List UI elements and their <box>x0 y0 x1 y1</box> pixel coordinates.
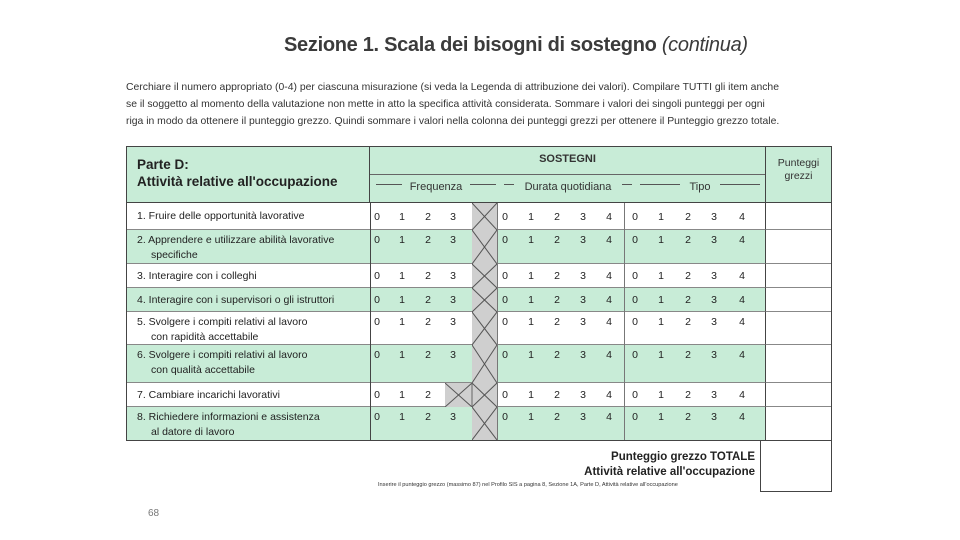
part-title <box>137 156 338 190</box>
tipo-option[interactable]: 3 <box>711 211 717 223</box>
total-label-line2: Attività relative all'occupazione <box>584 466 755 478</box>
durata-option[interactable]: 3 <box>580 349 586 361</box>
na-cross-icon <box>472 312 497 345</box>
raw-score-cell[interactable] <box>765 203 831 230</box>
tipo-option[interactable]: 4 <box>739 316 745 328</box>
na-crossed-box <box>472 230 497 264</box>
durata-option[interactable]: 1 <box>528 211 534 223</box>
tipo-option[interactable]: 4 <box>739 211 745 223</box>
tipo-option[interactable]: 3 <box>711 234 717 246</box>
column-separator <box>624 345 625 383</box>
durata-option[interactable]: 3 <box>580 270 586 282</box>
tipo-option[interactable]: 2 <box>685 389 691 401</box>
tipo-option[interactable]: 1 <box>658 234 664 246</box>
item-label-line: 4. Interagire con i supervisori o gli istruttori <box>137 294 335 306</box>
tipo-option[interactable]: 2 <box>685 211 691 223</box>
tipo-label: Tipo <box>689 181 711 193</box>
tipo-option[interactable]: 4 <box>739 389 745 401</box>
durata-option[interactable]: 1 <box>528 316 534 328</box>
item-label <box>137 348 307 378</box>
tipo-option[interactable]: 0 <box>632 411 638 423</box>
durata-option[interactable]: 1 <box>528 234 534 246</box>
subheader-rule <box>622 184 632 185</box>
column-separator <box>370 288 371 312</box>
column-separator <box>624 203 625 230</box>
column-separator <box>497 312 498 345</box>
column-separator <box>497 383 498 407</box>
durata-option[interactable]: 3 <box>580 411 586 423</box>
durata-option[interactable]: 2 <box>554 316 560 328</box>
table-row <box>127 264 765 288</box>
tipo-option[interactable]: 4 <box>739 294 745 306</box>
durata-option[interactable]: 2 <box>554 389 560 401</box>
part-title-line1: Parte D: <box>137 157 189 172</box>
tipo-option[interactable]: 0 <box>632 211 638 223</box>
tipo-option[interactable]: 0 <box>632 349 638 361</box>
sostegni-header <box>370 147 765 175</box>
column-separator <box>624 230 625 264</box>
item-label-line: 1. Fruire delle opportunità lavorative <box>137 210 305 222</box>
tipo-option[interactable]: 1 <box>658 270 664 282</box>
frequenza-option[interactable]: 1 <box>399 294 405 306</box>
raw-score-cell[interactable] <box>765 264 831 288</box>
frequenza-option[interactable]: 3 <box>450 211 456 223</box>
durata-option[interactable]: 2 <box>554 211 560 223</box>
instructions <box>126 79 838 130</box>
durata-label: Durata quotidiana <box>524 181 612 193</box>
frequenza-option[interactable]: 0 <box>374 411 380 423</box>
durata-option[interactable]: 3 <box>580 316 586 328</box>
tipo-option[interactable]: 2 <box>685 270 691 282</box>
tipo-option[interactable]: 0 <box>632 389 638 401</box>
durata-option[interactable]: 1 <box>528 389 534 401</box>
na-crossed-box <box>472 312 497 345</box>
na-crossed-box <box>445 383 497 407</box>
item-label-line: 7. Cambiare incarichi lavorativi <box>137 389 280 401</box>
durata-option[interactable]: 4 <box>606 316 612 328</box>
raw-score-cell[interactable] <box>765 345 831 383</box>
durata-option[interactable]: 1 <box>528 294 534 306</box>
tipo-option[interactable]: 1 <box>658 389 664 401</box>
total-label <box>560 450 755 480</box>
column-separator <box>624 407 625 440</box>
subheader-rule <box>720 184 760 185</box>
column-separator <box>497 203 498 230</box>
instructions-line: riga in modo da ottenere il punteggio grezzo. Quindi sommare i valori nella colonna dei punteggi grezzi per ottenere il Punteggio grezzo totale. <box>126 116 780 127</box>
frequenza-option[interactable]: 2 <box>425 389 431 401</box>
durata-option[interactable]: 2 <box>554 349 560 361</box>
item-label <box>137 233 334 263</box>
na-crossed-box <box>472 264 497 288</box>
durata-option[interactable]: 0 <box>502 389 508 401</box>
na-cross-icon <box>472 203 497 230</box>
na-crossed-box <box>472 203 497 230</box>
tipo-option[interactable]: 3 <box>711 294 717 306</box>
item-label-line: con qualità accettabile <box>151 364 255 376</box>
footnote: Inserire il punteggio grezzo (massimo 87) nel Profilo SIS a pagina 8, Sezione 1A, Parte D, Attività relative all'occupazione <box>378 482 678 488</box>
durata-option[interactable]: 0 <box>502 234 508 246</box>
column-separator <box>497 407 498 440</box>
table-row <box>127 230 765 264</box>
table-row <box>127 407 765 440</box>
column-separator <box>497 264 498 288</box>
frequenza-option[interactable]: 0 <box>374 316 380 328</box>
subheader-rule <box>470 184 496 185</box>
punteggi-label: Punteggi grezzi <box>777 157 820 182</box>
frequenza-option[interactable]: 3 <box>450 270 456 282</box>
column-separator <box>370 312 371 345</box>
table-row <box>127 288 765 312</box>
durata-option[interactable]: 3 <box>580 211 586 223</box>
item-label <box>137 388 280 403</box>
column-separator <box>624 288 625 312</box>
durata-option[interactable]: 4 <box>606 389 612 401</box>
total-label-line1: Punteggio grezzo TOTALE <box>611 451 755 463</box>
frequenza-option[interactable]: 0 <box>374 211 380 223</box>
tipo-option[interactable]: 0 <box>632 270 638 282</box>
tipo-option[interactable]: 0 <box>632 234 638 246</box>
frequenza-option[interactable]: 3 <box>450 316 456 328</box>
frequenza-option[interactable]: 2 <box>425 411 431 423</box>
subheader-band <box>370 175 765 203</box>
na-cross-icon <box>472 230 497 264</box>
tipo-option[interactable]: 2 <box>685 316 691 328</box>
column-separator <box>497 288 498 312</box>
section-title <box>284 34 748 57</box>
frequenza-option[interactable]: 2 <box>425 349 431 361</box>
frequenza-option[interactable]: 2 <box>425 270 431 282</box>
frequenza-option[interactable]: 2 <box>425 211 431 223</box>
item-label <box>137 209 305 224</box>
durata-option[interactable]: 0 <box>502 349 508 361</box>
column-separator <box>370 264 371 288</box>
frequenza-option[interactable]: 1 <box>399 389 405 401</box>
section-title-text: Sezione 1. Scala dei bisogni di sostegno <box>284 34 657 56</box>
tipo-option[interactable]: 1 <box>658 411 664 423</box>
tipo-option[interactable]: 1 <box>658 316 664 328</box>
na-crossed-box <box>472 407 497 440</box>
item-label-line: 2. Apprendere e utilizzare abilità lavorative <box>137 234 335 246</box>
instructions-line: Cerchiare il numero appropriato (0-4) per ciascuna misurazione (si veda la Legenda di attribuzione dei valori). Compilare TUTTI gli item anche <box>126 82 779 93</box>
na-crossed-box <box>472 288 497 312</box>
column-separator <box>624 264 625 288</box>
tipo-option[interactable]: 4 <box>739 270 745 282</box>
frequenza-option[interactable]: 1 <box>399 234 405 246</box>
frequenza-option[interactable]: 0 <box>374 270 380 282</box>
tipo-option[interactable]: 1 <box>658 211 664 223</box>
tipo-option[interactable]: 3 <box>711 270 717 282</box>
item-label <box>137 410 320 440</box>
tipo-option[interactable]: 4 <box>739 411 745 423</box>
frequenza-option[interactable]: 3 <box>450 234 456 246</box>
durata-option[interactable]: 2 <box>554 294 560 306</box>
item-label-line: specifiche <box>151 249 198 261</box>
column-separator <box>497 345 498 383</box>
durata-option[interactable]: 2 <box>554 411 560 423</box>
frequenza-option[interactable]: 0 <box>374 389 380 401</box>
durata-option[interactable]: 2 <box>554 270 560 282</box>
na-cross-icon <box>445 383 497 407</box>
frequenza-option[interactable]: 1 <box>399 349 405 361</box>
tipo-option[interactable]: 2 <box>685 234 691 246</box>
total-score-box[interactable] <box>760 441 832 492</box>
frequenza-option[interactable]: 1 <box>399 211 405 223</box>
table-row <box>127 203 765 230</box>
durata-option[interactable]: 0 <box>502 294 508 306</box>
frequenza-option[interactable]: 3 <box>450 349 456 361</box>
part-header <box>127 147 370 203</box>
frequenza-option[interactable]: 2 <box>425 294 431 306</box>
frequenza-option[interactable]: 3 <box>450 411 456 423</box>
item-label-line: al datore di lavoro <box>151 426 235 438</box>
item-label <box>137 269 257 284</box>
frequenza-option[interactable]: 0 <box>374 349 380 361</box>
tipo-option[interactable]: 2 <box>685 294 691 306</box>
durata-option[interactable]: 0 <box>502 316 508 328</box>
frequenza-option[interactable]: 1 <box>399 411 405 423</box>
durata-option[interactable]: 4 <box>606 349 612 361</box>
durata-option[interactable]: 4 <box>606 294 612 306</box>
frequenza-option[interactable]: 0 <box>374 234 380 246</box>
tipo-option[interactable]: 0 <box>632 316 638 328</box>
punteggi-header <box>765 147 831 203</box>
frequenza-option[interactable]: 0 <box>374 294 380 306</box>
frequenza-option[interactable]: 1 <box>399 316 405 328</box>
frequenza-option[interactable]: 3 <box>450 294 456 306</box>
durata-option[interactable]: 1 <box>528 411 534 423</box>
durata-option[interactable]: 1 <box>528 270 534 282</box>
sostegni-label: SOSTEGNI <box>539 153 596 165</box>
na-cross-icon <box>472 345 497 383</box>
table-row <box>127 383 765 407</box>
na-crossed-box <box>472 345 497 383</box>
tipo-option[interactable]: 3 <box>711 411 717 423</box>
tipo-option[interactable]: 0 <box>632 294 638 306</box>
durata-option[interactable]: 4 <box>606 411 612 423</box>
subheader-rule <box>504 184 514 185</box>
durata-option[interactable]: 3 <box>580 389 586 401</box>
frequenza-option[interactable]: 1 <box>399 270 405 282</box>
part-title-line2: Attività relative all'occupazione <box>137 174 338 189</box>
tipo-option[interactable]: 2 <box>685 411 691 423</box>
tipo-option[interactable]: 1 <box>658 294 664 306</box>
column-separator <box>497 230 498 264</box>
tipo-option[interactable]: 2 <box>685 349 691 361</box>
durata-option[interactable]: 4 <box>606 211 612 223</box>
frequenza-option[interactable]: 2 <box>425 234 431 246</box>
table-row <box>127 312 765 345</box>
raw-score-cell[interactable] <box>765 230 831 264</box>
durata-option[interactable]: 3 <box>580 294 586 306</box>
tipo-option[interactable]: 4 <box>739 349 745 361</box>
durata-option[interactable]: 0 <box>502 211 508 223</box>
item-label-line: 5. Svolgere i compiti relativi al lavoro <box>137 316 308 328</box>
item-label-line: 6. Svolgere i compiti relativi al lavoro <box>137 349 308 361</box>
column-separator <box>624 383 625 407</box>
instructions-line: se il soggetto al momento della valutazione non mette in atto la specifica attività considerata. Sommare i valori dei singoli punteggi per ogni <box>126 99 765 110</box>
column-separator <box>370 203 371 230</box>
durata-option[interactable]: 3 <box>580 234 586 246</box>
raw-score-cell[interactable] <box>765 312 831 345</box>
subheader-rule <box>376 184 402 185</box>
tipo-option[interactable]: 3 <box>711 389 717 401</box>
column-separator <box>370 345 371 383</box>
raw-score-cell[interactable] <box>765 407 831 440</box>
durata-option[interactable]: 4 <box>606 234 612 246</box>
subheader-rule <box>640 184 680 185</box>
rating-table <box>126 146 832 441</box>
page-number: 68 <box>148 508 160 519</box>
table-row <box>127 345 765 383</box>
tipo-option[interactable]: 3 <box>711 316 717 328</box>
column-separator <box>370 383 371 407</box>
durata-option[interactable]: 2 <box>554 234 560 246</box>
item-label <box>137 315 307 345</box>
column-separator <box>370 407 371 440</box>
durata-option[interactable]: 4 <box>606 270 612 282</box>
tipo-option[interactable]: 1 <box>658 349 664 361</box>
durata-option[interactable]: 0 <box>502 411 508 423</box>
tipo-option[interactable]: 3 <box>711 349 717 361</box>
item-label <box>137 293 334 308</box>
item-label-line: con rapidità accettabile <box>151 331 259 343</box>
na-cross-icon <box>472 288 497 312</box>
item-label-line: 8. Richiedere informazioni e assistenza <box>137 411 320 423</box>
item-label-line: 3. Interagire con i colleghi <box>137 270 257 282</box>
raw-score-cell[interactable] <box>765 383 831 407</box>
column-separator <box>624 312 625 345</box>
frequenza-label: Frequenza <box>409 181 463 193</box>
frequenza-option[interactable]: 2 <box>425 316 431 328</box>
section-title-suffix: (continua) <box>661 34 748 56</box>
tipo-option[interactable]: 4 <box>739 234 745 246</box>
durata-option[interactable]: 0 <box>502 270 508 282</box>
durata-option[interactable]: 1 <box>528 349 534 361</box>
na-cross-icon <box>472 264 497 288</box>
column-separator <box>370 230 371 264</box>
na-cross-icon <box>472 407 497 440</box>
raw-score-cell[interactable] <box>765 288 831 312</box>
